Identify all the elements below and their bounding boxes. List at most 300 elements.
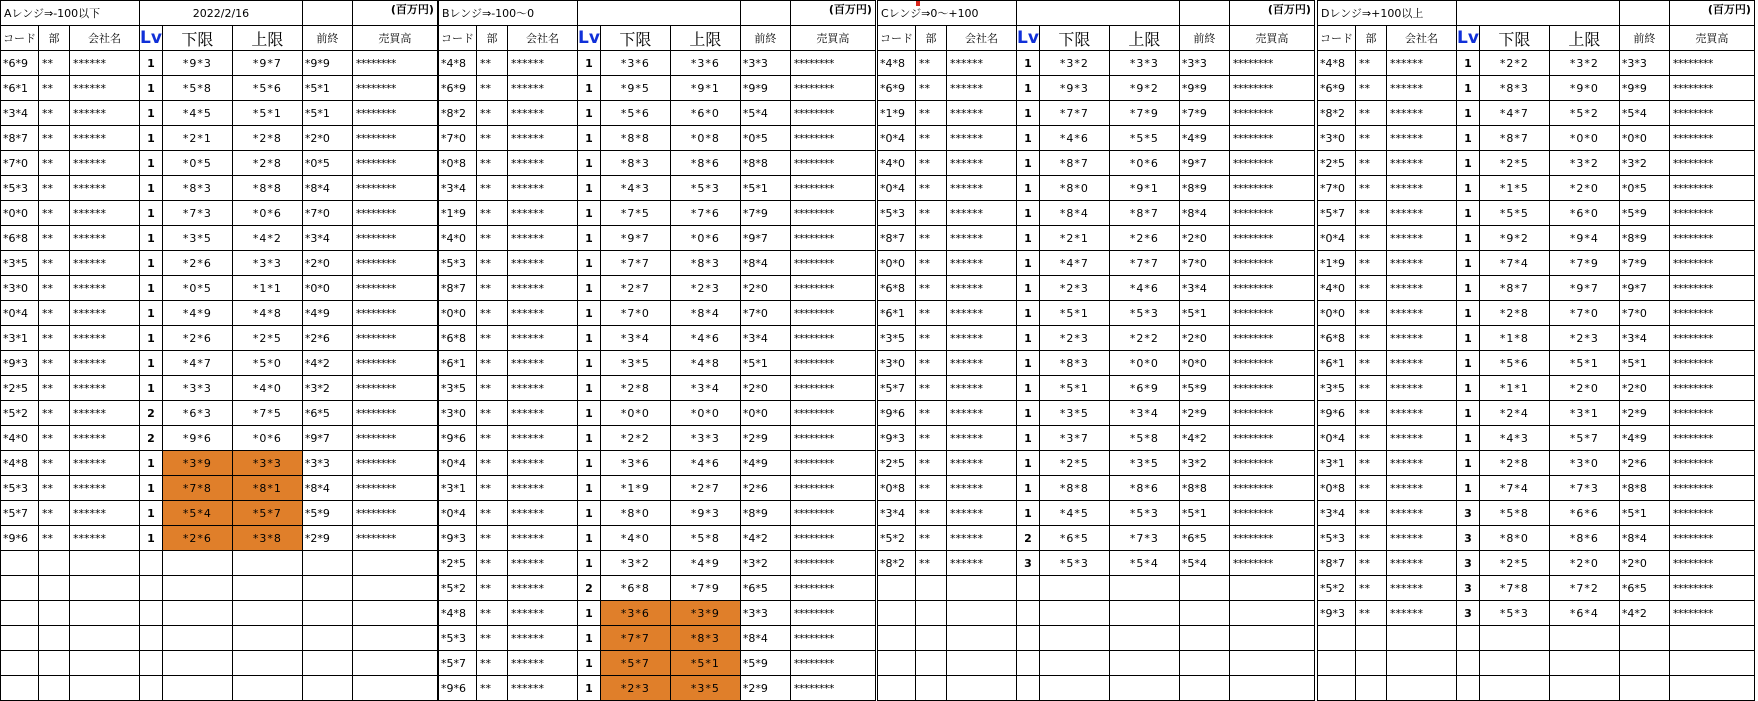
cell-lower-limit: *4*3 [600,176,670,201]
table-row [1,226,438,251]
cell-upper-limit: *0*6 [232,201,302,226]
cell-upper-limit: *3*4 [1109,401,1179,426]
cell-prev-close: *5*1 [1619,501,1669,526]
cell-code: *3*5 [1,251,39,276]
blank-cell [232,576,302,601]
header-level: Lv [1457,26,1480,51]
blank-cell [947,601,1017,626]
cell-sales-volume: ******** [352,226,437,251]
table-row [1,326,438,351]
cell-upper-limit: *3*3 [232,451,302,476]
cell-lower-limit: *5*1 [1039,376,1109,401]
cell-prev-close: *7*9 [1179,101,1229,126]
cell-upper-limit: *6*6 [1549,501,1619,526]
cell-code: *4*0 [878,151,916,176]
column-header-row [1318,26,1755,51]
cell-prev-close: *9*9 [1619,76,1669,101]
cell-dept: ** [916,401,947,426]
cell-prev-close: *2*6 [1619,451,1669,476]
blank-cell [232,551,302,576]
blank-cell [1619,626,1669,651]
cell-dept: ** [1356,426,1387,451]
table-row [1,501,438,526]
cell-dept: ** [1356,451,1387,476]
blank-cell [1457,676,1480,701]
blank-cell [1229,576,1314,601]
table-row [1318,326,1755,351]
blank-cell [140,651,163,676]
table-row [1,451,438,476]
table-row [439,101,876,126]
cell-level: 3 [1457,551,1480,576]
blank-cell [1109,651,1179,676]
table-row [1318,376,1755,401]
table-row [1,201,438,226]
cell-level: 1 [140,326,163,351]
cell-upper-limit: *9*7 [1549,276,1619,301]
cell-prev-close: *8*4 [1179,201,1229,226]
cell-sales-volume: ******** [1669,351,1754,376]
cell-company: ****** [947,51,1017,76]
cell-lower-limit: *5*8 [1479,501,1549,526]
empty-row [1,576,438,601]
cell-level: 1 [578,626,601,651]
cell-prev-close: *2*0 [1179,226,1229,251]
cell-lower-limit: *3*2 [1039,51,1109,76]
cell-prev-close: *4*9 [1619,426,1669,451]
cell-company: ****** [1387,401,1457,426]
cell-company: ****** [508,376,578,401]
cell-lower-limit: *4*3 [1479,426,1549,451]
cell-prev-close: *5*9 [1619,201,1669,226]
cell-lower-limit: *5*8 [162,76,232,101]
cell-dept: ** [1356,301,1387,326]
cell-code: *8*7 [878,226,916,251]
cell-lower-limit: *1*1 [1479,376,1549,401]
blank-cell [1229,626,1314,651]
cell-lower-limit: *8*0 [600,501,670,526]
empty-row [1,601,438,626]
cell-prev-close: *8*8 [1619,476,1669,501]
cell-lower-limit: *3*3 [162,376,232,401]
table-row [1318,451,1755,476]
cell-sales-volume: ******** [352,276,437,301]
cell-upper-limit: *8*3 [670,626,740,651]
cell-sales-volume: ******** [1229,401,1314,426]
blank-cell [1179,576,1229,601]
cell-prev-close: *7*9 [1619,251,1669,276]
cell-company: ****** [1387,451,1457,476]
cell-company: ****** [947,201,1017,226]
cell-code: *3*1 [439,476,477,501]
cell-code: *8*2 [439,101,477,126]
cell-dept: ** [477,351,508,376]
table-row [1,476,438,501]
cell-prev-close: *9*9 [740,76,790,101]
cell-upper-limit: *0*0 [1109,351,1179,376]
cell-prev-close: *9*7 [1179,151,1229,176]
cell-code: *8*7 [1318,551,1356,576]
cell-code: *5*3 [439,626,477,651]
cell-level: 1 [1017,451,1040,476]
cell-dept: ** [39,351,70,376]
blank-cell [39,551,70,576]
blank-cell [302,601,352,626]
blank-cell [1039,676,1109,701]
cell-dept: ** [477,251,508,276]
blank-cell [302,651,352,676]
cell-sales-volume: ******** [790,576,875,601]
table-row [878,351,1315,376]
empty-row [1318,676,1755,701]
cell-prev-close: *2*9 [302,526,352,551]
cell-code: *5*3 [439,251,477,276]
cell-level: 3 [1457,601,1480,626]
cell-level: 1 [1017,226,1040,251]
cell-lower-limit: *8*7 [1479,126,1549,151]
table-row [878,326,1315,351]
cell-code: *5*3 [1,476,39,501]
cell-upper-limit: *3*9 [670,601,740,626]
cell-sales-volume: ******** [790,451,875,476]
cell-dept: ** [916,276,947,301]
cell-dept: ** [477,326,508,351]
cell-lower-limit: *2*1 [162,126,232,151]
header-prev-close: 前終 [1619,26,1669,51]
header-prev-close: 前終 [302,26,352,51]
cell-level: 1 [578,101,601,126]
cell-code: *2*5 [878,451,916,476]
blank-cell [916,576,947,601]
table-row [439,601,876,626]
cell-company: ****** [947,376,1017,401]
cell-lower-limit: *1*5 [1479,176,1549,201]
cell-code: *6*1 [878,301,916,326]
cell-lower-limit: *7*5 [600,201,670,226]
cell-code: *3*4 [1318,501,1356,526]
cell-code: *3*0 [439,401,477,426]
table-row [439,501,876,526]
cell-upper-limit: *6*9 [1109,376,1179,401]
cell-prev-close: *7*0 [1179,251,1229,276]
cell-sales-volume: ******** [1229,426,1314,451]
cell-code: *5*2 [878,526,916,551]
empty-row [878,676,1315,701]
cell-code: *3*1 [1318,451,1356,476]
cell-dept: ** [1356,551,1387,576]
cell-lower-limit: *3*5 [600,351,670,376]
table-row [878,376,1315,401]
cell-prev-close: *2*9 [740,676,790,701]
cell-dept: ** [39,176,70,201]
cell-sales-volume: ******** [1669,176,1754,201]
cell-lower-limit: *9*6 [162,426,232,451]
cell-company: ****** [1387,501,1457,526]
cell-lower-limit: *7*8 [1479,576,1549,601]
cell-dept: ** [39,251,70,276]
cell-lower-limit: *5*1 [1039,301,1109,326]
cell-prev-close: *5*4 [1619,101,1669,126]
cell-dept: ** [916,126,947,151]
blank-cell [302,576,352,601]
cell-company: ****** [508,201,578,226]
cell-sales-volume: ******** [790,176,875,201]
cell-prev-close: *4*2 [740,526,790,551]
cell-upper-limit: *4*8 [232,301,302,326]
cell-lower-limit: *2*6 [162,251,232,276]
cell-company: ****** [1387,226,1457,251]
cell-prev-close: *4*2 [302,351,352,376]
cell-company: ****** [508,601,578,626]
cell-prev-close: *3*2 [302,376,352,401]
cell-prev-close: *0*0 [1179,351,1229,376]
cell-dept: ** [916,501,947,526]
table-row [439,201,876,226]
cell-upper-limit: *5*8 [670,526,740,551]
cell-dept: ** [916,101,947,126]
unit-label: (百万円) [352,1,437,26]
cell-code: *5*3 [1318,526,1356,551]
table-row [1,351,438,376]
cell-sales-volume: ******** [1229,151,1314,176]
table-row [439,151,876,176]
table-row [878,451,1315,476]
cell-dept: ** [1356,376,1387,401]
cell-sales-volume: ******** [1669,501,1754,526]
cell-lower-limit: *6*3 [162,401,232,426]
cell-prev-close: *7*0 [740,301,790,326]
cell-prev-close: *8*8 [1179,476,1229,501]
cell-dept: ** [1356,351,1387,376]
blank-cell [1457,651,1480,676]
cell-level: 2 [140,426,163,451]
cell-company: ****** [508,526,578,551]
cell-level: 1 [578,426,601,451]
table-row [1318,276,1755,301]
cell-level: 1 [1017,351,1040,376]
cell-prev-close: *8*9 [1619,226,1669,251]
header-company: 会社名 [70,26,140,51]
cell-lower-limit: *5*6 [600,101,670,126]
cell-dept: ** [1356,151,1387,176]
cell-code: *0*4 [878,126,916,151]
cell-lower-limit: *2*6 [162,526,232,551]
table-row [878,501,1315,526]
cell-company: ****** [70,276,140,301]
table-row [878,176,1315,201]
cell-sales-volume: ******** [1669,376,1754,401]
cell-lower-limit: *4*7 [1479,101,1549,126]
cell-company: ****** [70,151,140,176]
header-company: 会社名 [1387,26,1457,51]
cell-level: 1 [1457,101,1480,126]
cell-dept: ** [39,151,70,176]
cell-code: *6*1 [1318,351,1356,376]
cell-company: ****** [1387,176,1457,201]
blank-cell [1619,1,1669,26]
cell-code: *5*3 [1,176,39,201]
table-row [1,276,438,301]
cell-level: 1 [1457,251,1480,276]
cell-sales-volume: ******** [790,501,875,526]
table-row [1318,51,1755,76]
cell-prev-close: *2*6 [302,326,352,351]
cell-upper-limit: *5*3 [670,176,740,201]
cell-lower-limit: *8*7 [1039,151,1109,176]
cell-dept: ** [477,101,508,126]
cell-code: *0*0 [1318,301,1356,326]
cell-level: 1 [140,101,163,126]
header-prev-close: 前終 [740,26,790,51]
blank-cell [1387,651,1457,676]
cell-company: ****** [508,626,578,651]
cell-lower-limit: *7*3 [162,201,232,226]
table-row [1,251,438,276]
cell-code: *5*7 [878,376,916,401]
cell-level: 1 [1457,176,1480,201]
cell-company: ****** [70,251,140,276]
cell-company: ****** [508,176,578,201]
cell-upper-limit: *2*0 [1549,176,1619,201]
blank-cell [1039,626,1109,651]
table-row [878,151,1315,176]
cell-dept: ** [39,51,70,76]
blank-cell [162,601,232,626]
blank-cell [162,576,232,601]
blank-cell [162,676,232,701]
cell-dept: ** [1356,251,1387,276]
cell-level: 2 [1017,526,1040,551]
cell-upper-limit: *8*6 [1109,476,1179,501]
blank-cell [1109,576,1179,601]
cell-sales-volume: ******** [1229,226,1314,251]
cell-company: ****** [508,426,578,451]
cell-sales-volume: ******** [790,126,875,151]
cell-sales-volume: ******** [1669,126,1754,151]
blank-cell [1549,651,1619,676]
cell-company: ****** [1387,476,1457,501]
cell-lower-limit: *3*6 [600,451,670,476]
table-row [1318,401,1755,426]
blank-cell [39,626,70,651]
cell-code: *6*9 [439,76,477,101]
cell-level: 3 [1017,551,1040,576]
cell-sales-volume: ******** [352,351,437,376]
cell-dept: ** [477,301,508,326]
cell-company: ****** [70,351,140,376]
table-row [878,426,1315,451]
cell-sales-volume: ******** [1669,551,1754,576]
blank-cell [1669,651,1754,676]
cell-upper-limit: *0*6 [232,426,302,451]
cell-company: ****** [508,651,578,676]
cell-lower-limit: *2*7 [600,276,670,301]
header-dept: 部 [1356,26,1387,51]
blank-cell [1179,1,1229,26]
cell-level: 1 [140,351,163,376]
blank-cell [1619,676,1669,701]
table-row [439,301,876,326]
cell-prev-close: *6*5 [1179,526,1229,551]
table-row [1,101,438,126]
cell-code: *6*8 [439,326,477,351]
cell-upper-limit: *8*3 [670,251,740,276]
cell-prev-close: *5*1 [740,176,790,201]
cell-company: ****** [947,301,1017,326]
blank-cell [1669,676,1754,701]
table-row [878,276,1315,301]
cell-dept: ** [39,301,70,326]
cell-upper-limit: *7*9 [1109,101,1179,126]
table-row [1318,126,1755,151]
cell-upper-limit: *8*4 [670,301,740,326]
cell-company: ****** [508,101,578,126]
cell-level: 1 [578,526,601,551]
cell-lower-limit: *2*8 [1479,301,1549,326]
cell-upper-limit: *5*7 [232,501,302,526]
cell-dept: ** [477,501,508,526]
cell-level: 1 [1457,451,1480,476]
cell-level: 1 [140,526,163,551]
cell-code: *6*9 [1,51,39,76]
cell-sales-volume: ******** [790,601,875,626]
cell-sales-volume: ******** [790,251,875,276]
cell-prev-close: *9*7 [740,226,790,251]
cell-level: 1 [1017,301,1040,326]
table-row [1,301,438,326]
cell-lower-limit: *2*2 [600,426,670,451]
cell-code: *5*2 [1318,576,1356,601]
cell-sales-volume: ******** [1229,51,1314,76]
table-row [878,301,1315,326]
table-row [1318,501,1755,526]
cell-lower-limit: *4*7 [162,351,232,376]
blank-cell [1619,651,1669,676]
cell-code: *1*9 [439,201,477,226]
cell-dept: ** [916,76,947,101]
cell-lower-limit: *2*5 [1039,451,1109,476]
table-row [1318,351,1755,376]
cell-prev-close: *3*2 [1179,451,1229,476]
cell-sales-volume: ******** [790,476,875,501]
cell-code: *9*6 [439,676,477,701]
cell-prev-close: *5*1 [302,101,352,126]
table-row [1318,76,1755,101]
blank-cell [1039,651,1109,676]
cell-lower-limit: *8*7 [1479,276,1549,301]
cell-dept: ** [477,526,508,551]
table-row [439,676,876,701]
cell-code: *9*3 [439,526,477,551]
cell-prev-close: *0*0 [1619,126,1669,151]
blank-cell [1318,676,1356,701]
cell-upper-limit: *9*0 [1549,76,1619,101]
cell-sales-volume: ******** [790,51,875,76]
cell-upper-limit: *9*2 [1109,76,1179,101]
blank-cell [352,626,437,651]
blank-cell [947,626,1017,651]
cell-sales-volume: ******** [790,551,875,576]
cell-sales-volume: ******** [352,251,437,276]
cell-upper-limit: *9*1 [1109,176,1179,201]
cell-prev-close: *2*0 [302,251,352,276]
cell-code: *0*4 [1,301,39,326]
blank-cell [140,576,163,601]
blank-cell [1109,601,1179,626]
cell-upper-limit: *4*6 [670,326,740,351]
cell-dept: ** [39,101,70,126]
cell-dept: ** [916,226,947,251]
